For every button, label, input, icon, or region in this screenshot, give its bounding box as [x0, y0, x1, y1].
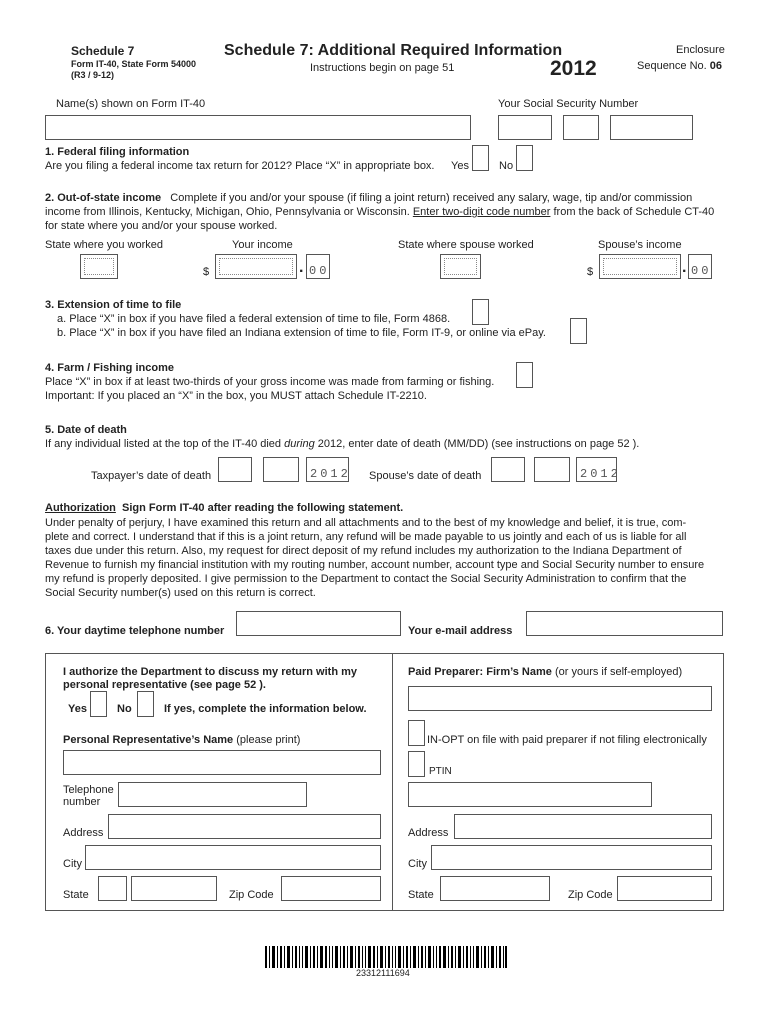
- income-dollar: $: [203, 266, 210, 278]
- panel-divider: [392, 653, 393, 911]
- preparer-state-label: State: [408, 889, 434, 901]
- s4-title: 4. Farm / Fishing income: [45, 362, 174, 374]
- rep-city-input[interactable]: [85, 845, 381, 870]
- rep-no-label: No: [117, 703, 132, 715]
- s1-no-checkbox[interactable]: [516, 145, 533, 171]
- s2-text: 2. Out-of-state income Complete if you and/or your spouse (if filing a joint return) received any salary, wage, tip and/or commission income from Illinois, Kentucky, Michigan, Ohio, Pennsylvania or Wisconsin. Enter two-digit code number from the back of Schedule CT-40 for state where you and/or your spouse worked.: [45, 192, 715, 232]
- spouse-death-label: Spouse’s date of death: [369, 470, 482, 482]
- spouse-death-day[interactable]: [534, 457, 570, 482]
- auth-heading: Authorization Sign Form IT-40 after reading the following statement.: [45, 502, 404, 514]
- income-decimal: .: [299, 259, 304, 276]
- s1-yes-checkbox[interactable]: [472, 145, 489, 171]
- phone-label: 6. Your daytime telephone number: [45, 625, 225, 637]
- s3-b-checkbox[interactable]: [570, 318, 587, 344]
- preparer-city-label: City: [408, 858, 427, 870]
- auth-statement: Under penalty of perjury, I have examined this return and all attachments and to the best of my knowledge and belief, it is true, com- plete and correct. I understand that if this is a joint return, any refund will be made payable to us jointly and each of us is liable for all taxes due under this return. Also, my request for direct deposit of my refund includes my authorization to the Indiana Department of Revenue to furnish my financial institution with my routing number, account number, account type and Social Security number to ensure my refund is properly deposited. I give permission to the Department to contact the Social Security Administration to confirm that the Social Security number(s) used on this return is correct.: [45, 517, 705, 599]
- rep-state-input1[interactable]: [98, 876, 127, 901]
- rep-telephone-input[interactable]: [118, 782, 307, 807]
- taxpayer-death-month[interactable]: [218, 457, 252, 482]
- spouse-state-input[interactable]: [440, 254, 481, 279]
- rep-address-label: Address: [63, 827, 104, 839]
- instructions-note: Instructions begin on page 51: [310, 62, 455, 74]
- s5-line: If any individual listed at the top of the IT-40 died during 2012, enter date of death (MM/DD) (see instructions on page 52 ).: [45, 438, 640, 450]
- rep-name-label: Personal Representative’s Name (please print): [63, 734, 301, 746]
- names-label: Name(s) shown on Form IT-40: [56, 98, 206, 110]
- inopt-label: IN-OPT on file with paid preparer if not filing electronically: [427, 734, 707, 746]
- sequence-line: Sequence No. 06: [637, 60, 723, 72]
- revision: (R3 / 9-12): [71, 70, 115, 80]
- rep-if-yes: If yes, complete the information below.: [164, 703, 367, 715]
- s4-line2: Important: If you placed an “X” in the box, you MUST attach Schedule IT-2210.: [45, 390, 427, 402]
- taxpayer-death-year: 2012: [306, 457, 349, 482]
- s3-a-checkbox[interactable]: [472, 299, 489, 325]
- enclosure-label: Enclosure: [676, 44, 725, 56]
- rep-telephone-label: Telephone number: [63, 784, 114, 808]
- ssn-part3-input[interactable]: [610, 115, 693, 140]
- ptin-box[interactable]: [408, 751, 425, 777]
- form-line: Form IT-40, State Form 54000: [71, 59, 197, 69]
- state-worked-input[interactable]: [80, 254, 118, 279]
- spouse-income-decimal: .: [682, 259, 687, 276]
- preparer-address-input[interactable]: [454, 814, 712, 839]
- barcode: [265, 946, 507, 968]
- s2-col-state: State where you worked: [45, 239, 164, 251]
- rep-name-input[interactable]: [63, 750, 381, 775]
- ptin-input[interactable]: [408, 782, 652, 807]
- s1-title: 1. Federal filing information: [45, 146, 190, 158]
- s1-question: Are you filing a federal income tax return for 2012? Place “X” in appropriate box.: [45, 160, 435, 172]
- income-input[interactable]: [215, 254, 297, 279]
- rep-zip-label: Zip Code: [229, 889, 274, 901]
- preparer-name-input[interactable]: [408, 686, 712, 711]
- form-title: Schedule 7: Additional Required Information: [224, 42, 563, 59]
- ssn-label: Your Social Security Number: [498, 98, 639, 110]
- inopt-checkbox[interactable]: [408, 720, 425, 746]
- schedule-label: Schedule 7: [71, 44, 135, 58]
- spouse-income-dollar: $: [587, 266, 594, 278]
- spouse-death-month[interactable]: [491, 457, 525, 482]
- taxpayer-death-label: Taxpayer’s date of death: [91, 470, 212, 482]
- s4-checkbox[interactable]: [516, 362, 533, 388]
- income-cents: 00: [306, 254, 330, 279]
- email-input[interactable]: [526, 611, 723, 636]
- rep-city-label: City: [63, 858, 82, 870]
- spouse-income-cents: 00: [688, 254, 712, 279]
- rep-state-label: State: [63, 889, 89, 901]
- spouse-death-year: 2012: [576, 457, 617, 482]
- s1-no-label: No: [499, 160, 514, 172]
- spouse-income-input[interactable]: [599, 254, 681, 279]
- s1-yes-label: Yes: [451, 160, 469, 172]
- preparer-title: Paid Preparer: Firm’s Name (or yours if self-employed): [408, 666, 683, 678]
- s3-b: b. Place “X” in box if you have filed an Indiana extension of time to file, Form IT-9, or online via ePay.: [57, 327, 546, 339]
- rep-yes-checkbox[interactable]: [90, 691, 107, 717]
- tax-year: 2012: [550, 57, 597, 80]
- s5-title: 5. Date of death: [45, 424, 127, 436]
- s2-col-spouse-state: State where spouse worked: [398, 239, 534, 251]
- rep-zip-input[interactable]: [281, 876, 381, 901]
- rep-address-input[interactable]: [108, 814, 381, 839]
- ssn-part2-input[interactable]: [563, 115, 599, 140]
- phone-input[interactable]: [236, 611, 401, 636]
- ptin-label: PTIN: [429, 766, 452, 777]
- rep-authorize: I authorize the Department to discuss my return with my personal representative (see page 52 ).: [63, 666, 357, 691]
- rep-state-input2[interactable]: [131, 876, 217, 901]
- preparer-address-label: Address: [408, 827, 449, 839]
- s3-title: 3. Extension of time to file: [45, 299, 182, 311]
- s3-a: a. Place “X” in box if you have filed a federal extension of time to file, Form 4868.: [57, 313, 451, 325]
- s2-col-income: Your income: [232, 239, 293, 251]
- barcode-number: 23312111694: [356, 968, 410, 978]
- preparer-city-input[interactable]: [431, 845, 712, 870]
- names-input[interactable]: [45, 115, 471, 140]
- preparer-state-input[interactable]: [440, 876, 550, 901]
- preparer-zip-label: Zip Code: [568, 889, 613, 901]
- rep-no-checkbox[interactable]: [137, 691, 154, 717]
- preparer-zip-input[interactable]: [617, 876, 712, 901]
- taxpayer-death-day[interactable]: [263, 457, 299, 482]
- s2-col-spouse-income: Spouse’s income: [598, 239, 682, 251]
- ssn-part1-input[interactable]: [498, 115, 552, 140]
- email-label: Your e-mail address: [408, 625, 513, 637]
- s4-line1: Place “X” in box if at least two-thirds of your gross income was made from farming or fishing.: [45, 376, 495, 388]
- rep-yes-label: Yes: [68, 703, 87, 715]
